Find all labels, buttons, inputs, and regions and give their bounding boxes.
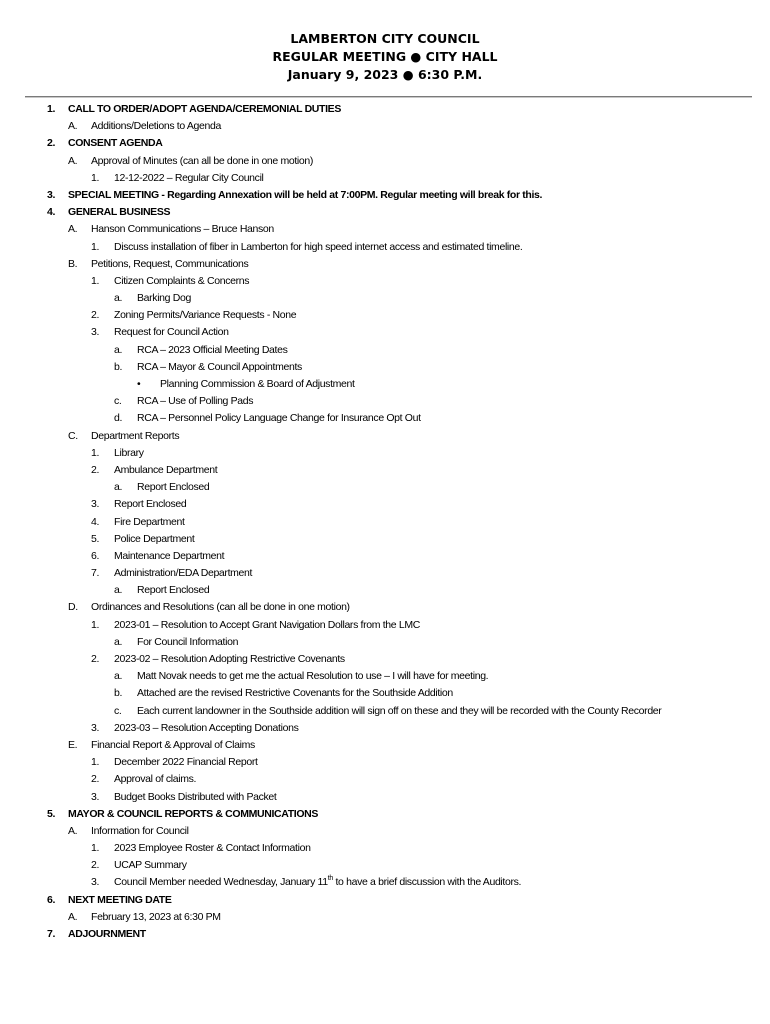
item-text-main: Financial Report & Approval of Claims bbox=[91, 738, 255, 751]
item-text bbox=[114, 651, 345, 668]
item-text bbox=[114, 170, 264, 187]
item-number: 5. bbox=[91, 532, 100, 545]
item-text-main: Library bbox=[114, 446, 144, 459]
agenda-item bbox=[0, 479, 770, 496]
item-number: 1. bbox=[91, 842, 100, 855]
item-text bbox=[114, 874, 521, 891]
item-text bbox=[114, 840, 311, 857]
agenda-item bbox=[0, 393, 770, 410]
item-text-main: NEXT MEETING DATE bbox=[68, 893, 172, 906]
item-text bbox=[114, 548, 224, 565]
agenda-item bbox=[0, 685, 770, 702]
agenda-item bbox=[0, 410, 770, 427]
item-text-main: 2023 Employee Roster & Contact Information bbox=[114, 842, 311, 855]
agenda-section bbox=[0, 135, 770, 152]
item-text-main: Administration/EDA Department bbox=[114, 567, 253, 580]
ordinal-suffix: th bbox=[327, 874, 333, 882]
item-text bbox=[137, 393, 253, 410]
item-number: c. bbox=[114, 395, 122, 408]
item-text bbox=[137, 668, 488, 685]
item-number: B. bbox=[68, 257, 78, 270]
item-text bbox=[68, 135, 162, 152]
item-number: A. bbox=[68, 910, 78, 923]
header-divider bbox=[25, 96, 752, 98]
item-text-main: Information for Council bbox=[91, 824, 189, 837]
agenda-item bbox=[0, 548, 770, 565]
item-number: E. bbox=[68, 738, 78, 751]
item-number: 6. bbox=[91, 549, 100, 562]
agenda-item bbox=[0, 290, 770, 307]
item-text bbox=[114, 617, 420, 634]
item-text-main: UCAP Summary bbox=[114, 859, 187, 872]
agenda-item bbox=[0, 599, 770, 616]
agenda-item bbox=[0, 737, 770, 754]
item-text bbox=[160, 376, 355, 393]
item-text-main: 2023-03 – Resolution Accepting Donations bbox=[114, 721, 299, 734]
item-text-main: Report Enclosed bbox=[137, 481, 210, 494]
agenda-item bbox=[0, 221, 770, 238]
item-number: a. bbox=[114, 481, 123, 494]
item-text bbox=[91, 428, 179, 445]
item-text bbox=[114, 462, 217, 479]
item-number: 1. bbox=[91, 171, 100, 184]
item-text bbox=[91, 599, 350, 616]
item-text-main: Ordinances and Resolutions (can all be done in one motion) bbox=[91, 601, 350, 614]
item-text-main: SPECIAL MEETING - Regarding Annexation will be held at 7:00PM. Regular meeting will break for this. bbox=[68, 188, 543, 201]
item-text-main: February 13, 2023 at 6:30 PM bbox=[91, 910, 221, 923]
agenda-item bbox=[0, 118, 770, 135]
item-text bbox=[91, 737, 255, 754]
item-text-main: Ambulance Department bbox=[114, 463, 218, 476]
meeting-date-time: January 9, 2023 ● 6:30 P.M. bbox=[287, 67, 483, 82]
item-text-main: CONSENT AGENDA bbox=[68, 137, 163, 150]
item-number: 2. bbox=[91, 653, 100, 665]
item-text bbox=[114, 857, 187, 874]
agenda-item bbox=[0, 874, 770, 891]
item-text-main: GENERAL BUSINESS bbox=[68, 206, 171, 219]
item-number: 3. bbox=[91, 876, 100, 889]
agenda-item bbox=[0, 531, 770, 548]
item-number: 1. bbox=[91, 446, 100, 459]
agenda-item bbox=[0, 445, 770, 462]
item-number: b. bbox=[114, 360, 123, 373]
agenda-item bbox=[0, 720, 770, 737]
item-number: 7. bbox=[91, 567, 100, 580]
item-text-main: Petitions, Request, Communications bbox=[91, 257, 249, 270]
item-text-main: Zoning Permits/Variance Requests - None bbox=[114, 309, 297, 322]
item-text bbox=[114, 273, 249, 290]
item-number: 3. bbox=[91, 498, 100, 511]
item-text bbox=[114, 496, 186, 513]
item-text bbox=[114, 307, 296, 324]
bullet-marker: • bbox=[137, 378, 141, 390]
item-text bbox=[114, 445, 144, 462]
item-text-main: Fire Department bbox=[114, 515, 185, 528]
item-number: d. bbox=[114, 412, 123, 425]
agenda-item bbox=[0, 273, 770, 290]
item-number: 6. bbox=[47, 893, 56, 906]
item-text-main: December 2022 Financial Report bbox=[114, 756, 258, 769]
agenda-item bbox=[0, 771, 770, 788]
agenda-item bbox=[0, 376, 770, 393]
item-text bbox=[91, 221, 274, 238]
item-text-main: Council Member needed Wednesday, January 11 bbox=[114, 876, 328, 889]
agenda-item bbox=[0, 754, 770, 771]
item-text bbox=[91, 823, 189, 840]
item-number: a. bbox=[114, 343, 123, 356]
item-text-main: Department Reports bbox=[91, 429, 180, 442]
item-number: 3. bbox=[91, 326, 100, 339]
item-number: 4. bbox=[91, 515, 100, 528]
item-number: 1. bbox=[91, 274, 100, 287]
item-text bbox=[114, 754, 258, 771]
agenda-item bbox=[0, 153, 770, 170]
item-text-continued: to have a brief discussion with the Auditors. bbox=[332, 876, 522, 889]
agenda-item bbox=[0, 617, 770, 634]
item-text-main: Matt Novak needs to get me the actual Resolution to use – I will have for meeting. bbox=[137, 670, 489, 683]
item-text-main: Hanson Communications – Bruce Hanson bbox=[91, 223, 274, 236]
item-text bbox=[114, 720, 298, 737]
item-number: A. bbox=[68, 223, 78, 236]
item-number: 7. bbox=[47, 928, 56, 940]
item-text bbox=[68, 926, 146, 943]
agenda-section bbox=[0, 187, 770, 204]
item-number: c. bbox=[114, 704, 122, 717]
agenda-outline bbox=[0, 101, 770, 943]
item-number: 3. bbox=[91, 790, 100, 803]
item-number: A. bbox=[68, 824, 78, 837]
item-text bbox=[137, 359, 302, 376]
item-text bbox=[137, 634, 238, 651]
item-text-main: RCA – 2023 Official Meeting Dates bbox=[137, 343, 288, 356]
item-text-main: Additions/Deletions to Agenda bbox=[91, 120, 221, 133]
item-number: a. bbox=[114, 584, 123, 597]
agenda-item bbox=[0, 909, 770, 926]
item-number: 1. bbox=[91, 240, 100, 253]
item-number: 3. bbox=[91, 721, 100, 734]
item-text bbox=[68, 187, 542, 204]
item-text-main: Maintenance Department bbox=[114, 549, 225, 562]
item-text-main: RCA – Use of Polling Pads bbox=[137, 395, 254, 408]
item-text-main: Barking Dog bbox=[137, 292, 191, 305]
item-text bbox=[137, 290, 191, 307]
agenda-item bbox=[0, 514, 770, 531]
agenda-item bbox=[0, 359, 770, 376]
item-text-main: Approval of claims. bbox=[114, 773, 197, 786]
agenda-item bbox=[0, 462, 770, 479]
item-text bbox=[114, 324, 229, 341]
agenda-item bbox=[0, 256, 770, 273]
agenda-item bbox=[0, 170, 770, 187]
item-text bbox=[68, 101, 341, 118]
item-text bbox=[137, 582, 209, 599]
item-number: 2. bbox=[47, 137, 56, 150]
agenda-item bbox=[0, 703, 770, 720]
item-text bbox=[91, 909, 221, 926]
item-number: 1. bbox=[91, 618, 100, 631]
item-text bbox=[114, 565, 252, 582]
item-text bbox=[114, 514, 185, 531]
item-text-main: Request for Council Action bbox=[114, 326, 229, 339]
agenda-item bbox=[0, 582, 770, 599]
agenda-item bbox=[0, 428, 770, 445]
item-number: A. bbox=[68, 154, 78, 167]
item-number: C. bbox=[68, 429, 78, 442]
item-number: 2. bbox=[91, 309, 100, 322]
item-text-main: Police Department bbox=[114, 532, 195, 545]
item-text-main: Approval of Minutes (can all be done in one motion) bbox=[91, 154, 314, 167]
agenda-item bbox=[0, 324, 770, 341]
item-number: a. bbox=[114, 292, 123, 305]
item-number: a. bbox=[114, 635, 123, 648]
item-text bbox=[137, 703, 661, 720]
item-number: D. bbox=[68, 601, 78, 614]
council-name: LAMBERTON CITY COUNCIL bbox=[290, 31, 480, 46]
agenda-item bbox=[0, 342, 770, 359]
agenda-header bbox=[0, 30, 770, 84]
agenda-item bbox=[0, 565, 770, 582]
agenda-item bbox=[0, 651, 770, 668]
item-number: 1. bbox=[91, 756, 100, 769]
meeting-type-location: REGULAR MEETING ● CITY HALL bbox=[272, 49, 498, 64]
agenda-item bbox=[0, 496, 770, 513]
item-text-main: Planning Commission & Board of Adjustment bbox=[160, 378, 355, 390]
item-number: 2. bbox=[91, 773, 100, 786]
item-number: 1. bbox=[47, 103, 56, 115]
item-text-main: Citizen Complaints & Concerns bbox=[114, 274, 250, 287]
item-text bbox=[114, 789, 277, 806]
item-text-main: Report Enclosed bbox=[114, 498, 187, 511]
item-text-main: CALL TO ORDER/ADOPT AGENDA/CEREMONIAL DUTIES bbox=[68, 103, 341, 115]
agenda-item bbox=[0, 634, 770, 651]
agenda-item bbox=[0, 239, 770, 256]
item-number: a. bbox=[114, 670, 123, 683]
agenda-item bbox=[0, 789, 770, 806]
agenda-section bbox=[0, 926, 770, 943]
item-text-main: 12-12-2022 – Regular City Council bbox=[114, 171, 264, 184]
agenda-item bbox=[0, 840, 770, 857]
item-text bbox=[68, 806, 318, 823]
item-text-main: Budget Books Distributed with Packet bbox=[114, 790, 277, 803]
item-text bbox=[91, 256, 248, 273]
item-text-main: For Council Information bbox=[137, 635, 239, 648]
item-number: b. bbox=[114, 687, 123, 700]
item-text-main: MAYOR & COUNCIL REPORTS & COMMUNICATIONS bbox=[68, 807, 319, 820]
item-text-main: Discuss installation of fiber in Lamberton for high speed internet access and estimated timeline. bbox=[114, 240, 523, 253]
item-text bbox=[137, 342, 288, 359]
item-text-main: 2023-02 – Resolution Adopting Restrictive Covenants bbox=[114, 653, 345, 665]
agenda-section bbox=[0, 101, 770, 118]
item-text bbox=[68, 892, 172, 909]
item-number: 2. bbox=[91, 859, 100, 872]
item-text bbox=[137, 410, 421, 427]
item-text bbox=[91, 153, 313, 170]
item-number: 2. bbox=[91, 463, 100, 476]
agenda-item bbox=[0, 668, 770, 685]
agenda-section bbox=[0, 806, 770, 823]
item-text-main: Report Enclosed bbox=[137, 584, 210, 597]
item-text-main: ADJOURNMENT bbox=[68, 928, 146, 940]
item-text bbox=[114, 239, 522, 256]
item-text-main: RCA – Mayor & Council Appointments bbox=[137, 360, 302, 373]
item-text-main: 2023-01 – Resolution to Accept Grant Navigation Dollars from the LMC bbox=[114, 618, 420, 631]
item-text-main: RCA – Personnel Policy Language Change for Insurance Opt Out bbox=[137, 412, 421, 425]
item-text bbox=[114, 771, 196, 788]
item-number: A. bbox=[68, 120, 78, 133]
agenda-section bbox=[0, 204, 770, 221]
agenda-item bbox=[0, 857, 770, 874]
item-text-main: Attached are the revised Restrictive Covenants for the Southside Addition bbox=[137, 687, 453, 700]
item-number: 4. bbox=[47, 206, 56, 219]
agenda-section bbox=[0, 892, 770, 909]
item-number: 5. bbox=[47, 807, 56, 820]
agenda-item bbox=[0, 307, 770, 324]
item-number: 3. bbox=[47, 188, 56, 201]
item-text bbox=[137, 685, 453, 702]
item-text bbox=[68, 204, 170, 221]
item-text-main: Each current landowner in the Southside addition will sign off on these and they will be recorded with the County Recorder bbox=[137, 704, 662, 717]
item-text bbox=[114, 531, 194, 548]
item-text bbox=[91, 118, 221, 135]
item-text bbox=[137, 479, 209, 496]
agenda-item bbox=[0, 823, 770, 840]
